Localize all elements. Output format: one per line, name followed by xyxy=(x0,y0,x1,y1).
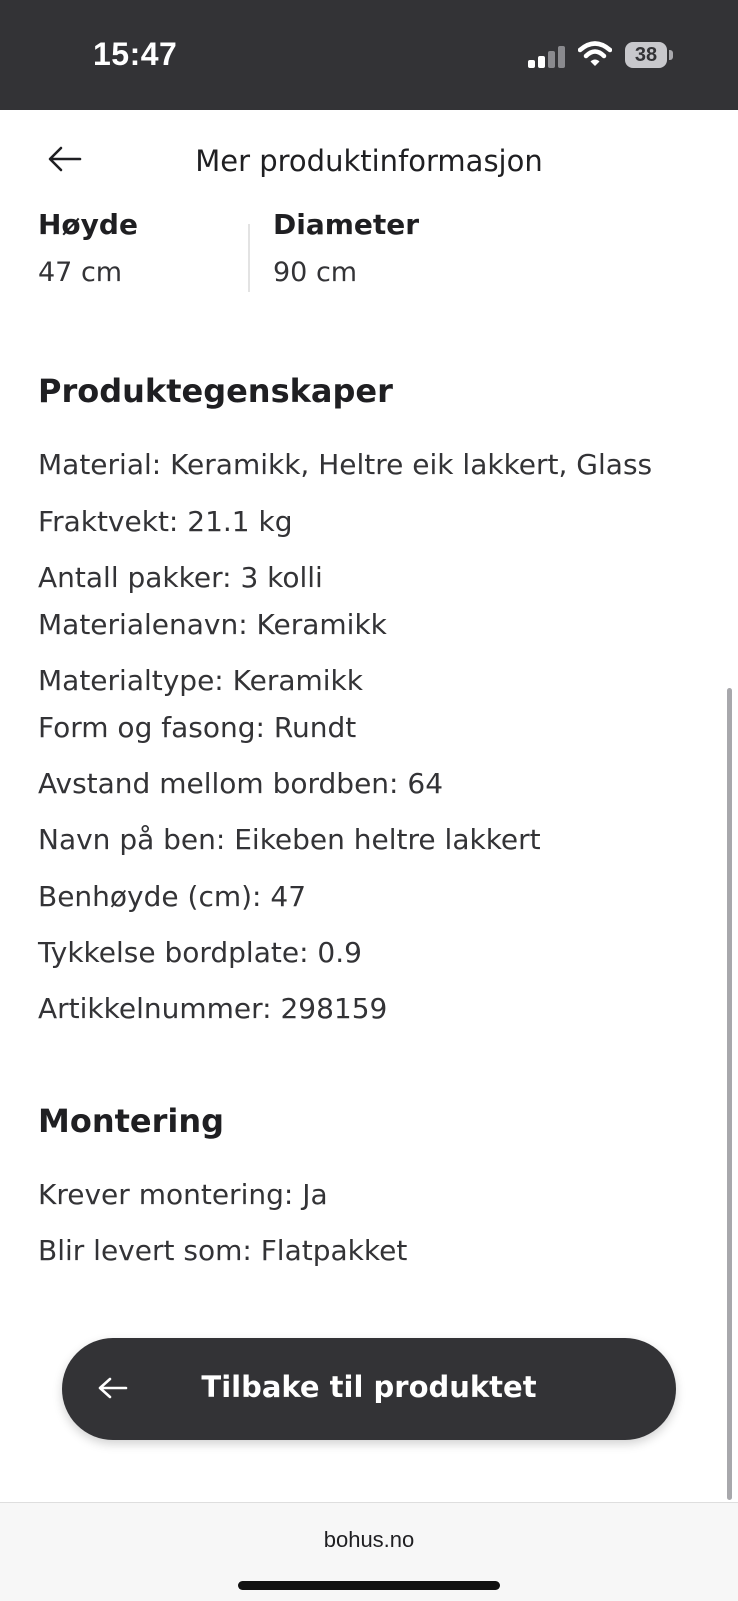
property-item: Material: Keramikk, Heltre eik lakkert, Glass xyxy=(38,448,653,481)
dimension-label: Høyde xyxy=(38,208,138,241)
property-item: Antall pakker: 3 kolli xyxy=(38,561,323,594)
property-item: Tykkelse bordplate: 0.9 xyxy=(38,936,362,969)
status-bar xyxy=(0,0,738,110)
back-to-product-button[interactable] xyxy=(62,1338,676,1440)
property-item: Materialenavn: Keramikk xyxy=(38,608,387,641)
dimension-label: Diameter xyxy=(273,208,420,241)
assembly-item: Krever montering: Ja xyxy=(38,1178,328,1211)
dimension-divider xyxy=(248,224,250,292)
dimension-value: 47 cm xyxy=(38,257,123,288)
dimensions-section xyxy=(38,208,698,308)
property-item: Avstand mellom bordben: 64 xyxy=(38,767,444,800)
property-item: Artikkelnummer: 298159 xyxy=(38,992,388,1025)
property-item: Fraktvekt: 21.1 kg xyxy=(38,505,293,538)
dimension-value: 90 cm xyxy=(273,257,358,288)
browser-url[interactable]: bohus.no xyxy=(323,1527,415,1552)
page-title: Mer produktinformasjon xyxy=(195,144,543,178)
property-item: Form og fasong: Rundt xyxy=(38,711,357,744)
browser-address-bar[interactable] xyxy=(0,1502,738,1601)
properties-section-title: Produktegenskaper xyxy=(38,372,393,410)
page-header xyxy=(0,110,738,206)
wifi-icon xyxy=(578,40,612,68)
battery-level: 38 xyxy=(625,42,667,68)
dimension-diameter xyxy=(273,208,419,288)
assembly-item: Blir levert som: Flatpakket xyxy=(38,1234,408,1267)
property-item: Benhøyde (cm): 47 xyxy=(38,880,307,913)
status-time: 15:47 xyxy=(93,36,178,72)
back-to-product-label: Tilbake til produktet xyxy=(201,1370,537,1404)
scrollbar[interactable] xyxy=(727,688,732,1500)
property-item: Navn på ben: Eikeben heltre lakkert xyxy=(38,823,541,856)
property-item: Materialtype: Keramikk xyxy=(38,664,363,697)
home-indicator[interactable] xyxy=(238,1581,500,1590)
battery-tip xyxy=(669,50,673,60)
cellular-signal-icon xyxy=(528,46,566,68)
dimension-height xyxy=(38,208,138,288)
battery-indicator xyxy=(625,42,673,68)
assembly-section-title: Montering xyxy=(38,1102,225,1140)
